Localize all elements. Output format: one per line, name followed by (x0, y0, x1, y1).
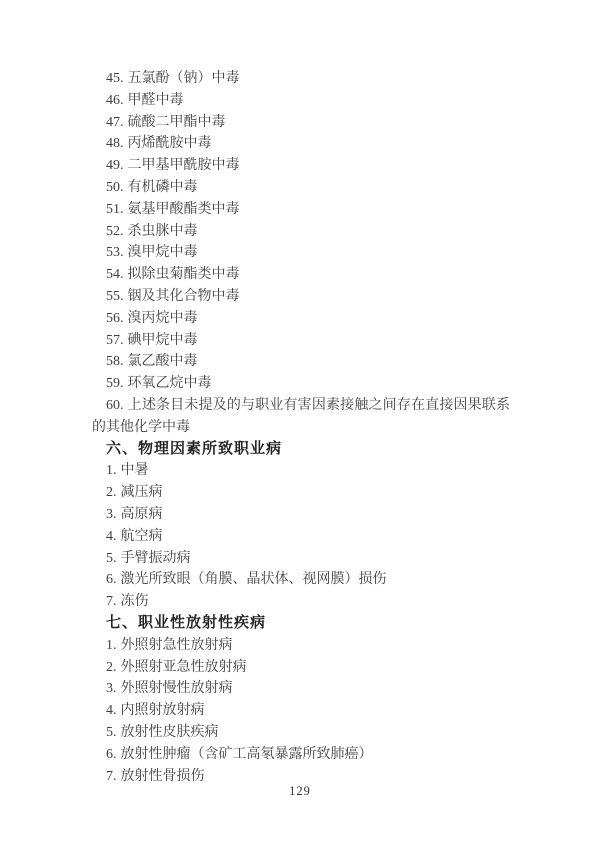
item-text: 放射性骨损伤 (120, 768, 205, 784)
list-item (92, 722, 510, 744)
item-number: 3. (106, 681, 117, 697)
item-text: 环氧乙烷中毒 (127, 376, 212, 392)
item-text: 拟除虫菊酯类中毒 (127, 267, 240, 283)
item-number: 3. (106, 506, 117, 522)
list-item (92, 548, 510, 570)
list-item (92, 68, 510, 90)
item-number: 54. (106, 267, 124, 283)
section-heading: 六、物理因素所致职业病 (106, 440, 283, 457)
item-number: 59. (106, 376, 124, 392)
list-item (92, 286, 510, 308)
item-number: 55. (106, 288, 124, 304)
item-text: 溴甲烷中毒 (127, 245, 198, 261)
item-number: 56. (106, 310, 124, 326)
document-content (92, 68, 510, 787)
item-number: 6. (106, 572, 117, 588)
item-text: 激光所致眼（角膜、晶状体、视网膜）损伤 (120, 572, 387, 588)
item-text: 外照射慢性放射病 (120, 681, 233, 697)
item-text: 硫酸二甲酯中毒 (127, 114, 226, 130)
list-item (92, 526, 510, 548)
item-text: 甲醛中毒 (127, 92, 184, 108)
item-text: 中暑 (120, 463, 149, 479)
item-text: 丙烯酰胺中毒 (127, 136, 212, 152)
item-text: 五氯酚（钠）中毒 (127, 71, 240, 86)
item-text: 铟及其化合物中毒 (127, 288, 240, 304)
list-item (92, 700, 510, 722)
list-item (92, 591, 510, 613)
item-text: 高原病 (120, 506, 163, 522)
list-item (92, 395, 510, 439)
item-text: 二甲基甲酰胺中毒 (127, 158, 240, 174)
item-number: 51. (106, 201, 124, 217)
item-text: 氯乙酸中毒 (127, 354, 198, 370)
item-number: 60. (106, 397, 124, 413)
item-text: 放射性肿瘤（含矿工高氡暴露所致肺癌） (120, 746, 373, 762)
item-number: 50. (106, 179, 124, 195)
list-item (92, 460, 510, 482)
list-item (92, 155, 510, 177)
list-item (92, 744, 510, 766)
list-item (92, 330, 510, 352)
item-text: 碘甲烷中毒 (127, 332, 198, 348)
page-number: 129 (289, 784, 311, 798)
item-number: 47. (106, 114, 124, 130)
list-item (92, 133, 510, 155)
item-number: 2. (106, 485, 117, 501)
item-number: 46. (106, 92, 124, 108)
item-text: 冻伤 (120, 594, 149, 610)
list-item (92, 90, 510, 112)
list-item (92, 112, 510, 134)
list-item (92, 264, 510, 286)
item-number: 53. (106, 245, 124, 261)
item-number: 5. (106, 724, 117, 740)
list-item (92, 657, 510, 679)
item-text: 减压病 (120, 485, 163, 501)
list-item (92, 504, 510, 526)
item-text: 溴丙烷中毒 (127, 310, 198, 326)
list-item (92, 373, 510, 395)
section-heading: 七、职业性放射性疾病 (106, 614, 267, 631)
item-number: 4. (106, 528, 117, 544)
item-number: 58. (106, 354, 124, 370)
item-text: 外照射急性放射病 (120, 637, 233, 653)
item-number: 57. (106, 332, 124, 348)
item-text: 氨基甲酸酯类中毒 (127, 201, 240, 217)
item-number: 2. (106, 659, 117, 675)
list-item (92, 242, 510, 264)
item-text: 放射性皮肤疾病 (120, 724, 219, 740)
list-item (92, 678, 510, 700)
item-number: 52. (106, 223, 124, 239)
item-text: 手臂振动病 (120, 550, 191, 566)
item-text: 内照射放射病 (120, 703, 205, 719)
item-text: 上述条目未提及的与职业有害因素接触之间存在直接因果联系的其他化学中毒 (92, 397, 510, 435)
item-text: 外照射亚急性放射病 (120, 659, 247, 675)
list-item (92, 308, 510, 330)
list-item (92, 199, 510, 221)
item-number: 6. (106, 746, 117, 762)
item-number: 5. (106, 550, 117, 566)
item-number: 4. (106, 703, 117, 719)
item-number: 1. (106, 463, 117, 479)
item-text: 有机磷中毒 (127, 179, 198, 195)
item-text: 航空病 (120, 528, 163, 544)
item-number: 48. (106, 136, 124, 152)
list-item (92, 221, 510, 243)
item-number: 7. (106, 768, 117, 784)
item-number: 49. (106, 158, 124, 174)
list-item (92, 482, 510, 504)
item-number: 1. (106, 637, 117, 653)
list-item (92, 177, 510, 199)
list-item (92, 635, 510, 657)
item-text: 杀虫脒中毒 (127, 223, 198, 239)
item-number: 45. (106, 71, 124, 86)
list-item (92, 351, 510, 373)
item-number: 7. (106, 594, 117, 610)
list-item (92, 569, 510, 591)
